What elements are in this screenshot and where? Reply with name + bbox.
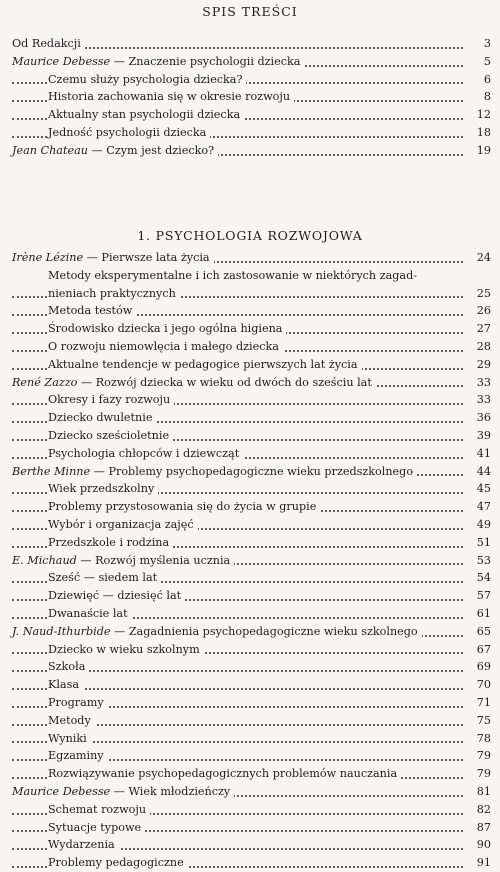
toc-entry-title: — Czym jest dziecko? — [87, 143, 215, 157]
toc-entry-title: — Wiek młodzieńczy — [110, 784, 231, 798]
toc-subentry — [12, 676, 491, 694]
toc-page-number: 81 — [463, 783, 491, 801]
toc-entry-label — [48, 732, 91, 745]
toc-entry-label — [48, 714, 95, 727]
toc-page-number: 54 — [463, 569, 491, 587]
toc-entry-title: — Zagadnienia psychopedagogiczne wieku szkolnego — [110, 624, 418, 638]
toc-entry-title: Dziecko sześcioletnie — [48, 428, 170, 442]
toc-entry-label — [12, 465, 417, 478]
toc-page-number: 18 — [463, 124, 491, 142]
toc-entry-label — [48, 287, 180, 300]
toc-entry-label — [48, 821, 145, 834]
toc-entry-title: Rozwiązywanie psychopedagogicznych problemów nauczania — [48, 767, 398, 781]
toc-page-number: 82 — [463, 801, 491, 819]
toc-subentry — [12, 480, 491, 498]
toc-entry-label — [48, 643, 204, 656]
toc-subentry — [12, 836, 491, 854]
toc-entry-label — [12, 625, 422, 638]
toc-subentry — [12, 409, 491, 427]
toc-entry-title: Wyniki — [48, 731, 87, 745]
toc-entry-title: Jedność psychologii dziecka — [48, 125, 207, 139]
toc-entry — [12, 142, 491, 160]
toc-entry-title: nieniach praktycznych — [48, 286, 176, 300]
toc-entry-author: René Zazzo — [12, 375, 78, 389]
toc-entry-title: Metody — [48, 713, 91, 727]
toc-entry-title: Metoda testów — [48, 304, 133, 318]
toc-page-number: 65 — [463, 623, 491, 641]
toc-entry — [12, 552, 491, 570]
toc-page-number: 36 — [463, 409, 491, 427]
toc-entry — [12, 249, 491, 267]
toc-subentry — [12, 516, 491, 534]
toc-entry-author: Maurice Debesse — [12, 784, 111, 798]
toc-entry-title: Sześć — siedem lat — [48, 571, 158, 585]
toc-page-number: 33 — [463, 391, 491, 409]
toc-entry-title: Dziewięć — dziesięć lat — [48, 589, 182, 603]
toc-page-number: 67 — [463, 641, 491, 659]
toc-subentry — [12, 427, 491, 445]
toc-entry-label — [48, 803, 150, 816]
toc-page-number: 79 — [463, 765, 491, 783]
toc-page-number: 29 — [463, 356, 491, 374]
toc-page-number: 57 — [463, 587, 491, 605]
toc-page-number: 70 — [463, 676, 491, 694]
toc-entry-label — [48, 607, 132, 620]
toc-entry-label — [12, 376, 376, 389]
toc-entry-title: Problemy pedagogiczne — [48, 856, 184, 870]
toc-subentry — [12, 569, 491, 587]
toc-subentry — [12, 124, 491, 142]
toc-subentry — [12, 391, 491, 409]
toc-subentry — [12, 320, 491, 338]
toc-entry-label — [48, 411, 156, 424]
toc-entry-title: Okresy i fazy rozwoju — [48, 393, 171, 407]
toc-entry — [12, 374, 491, 392]
toc-page-number: 47 — [463, 498, 491, 516]
toc-entry-title: — Rozwój myślenia ucznia — [76, 553, 231, 567]
toc-subentry — [12, 106, 491, 124]
toc-subentry — [12, 88, 491, 106]
toc-entry-title: — Rozwój dziecka w wieku od dwóch do sześciu lat — [77, 375, 372, 389]
toc-page-number: 33 — [463, 374, 491, 392]
toc-entry-label — [12, 55, 304, 68]
toc-entry — [12, 783, 491, 801]
toc-entry-label — [48, 482, 158, 495]
section-heading: 1. PSYCHOLOGIA ROZWOJOWA — [137, 228, 363, 243]
toc-entry-label — [48, 518, 198, 531]
toc-entry-author: J. Naud-Ithurbide — [12, 624, 111, 638]
toc-entry-title: O rozwoju niemowlęcia i małego dziecka — [48, 339, 279, 353]
toc-entry-title: Czemu służy psychologia dziecka? — [48, 72, 243, 86]
toc-page-number: 69 — [463, 658, 491, 676]
toc-page-number: 87 — [463, 819, 491, 837]
toc-subentry — [12, 712, 491, 730]
toc-subentry — [12, 801, 491, 819]
toc-page-number: 75 — [463, 712, 491, 730]
toc-entry-label — [12, 251, 214, 264]
toc-subentry — [12, 285, 491, 303]
toc-subentry — [12, 694, 491, 712]
toc-page-number: 6 — [463, 71, 491, 89]
toc-entry-label — [48, 108, 244, 121]
toc-entry-title: Programy — [48, 695, 104, 709]
toc-page-number: 49 — [463, 516, 491, 534]
toc-entry-label — [48, 856, 188, 869]
toc-entry-title: Metody eksperymentalne i ich zastosowanie w niektórych zagad- — [48, 268, 418, 282]
toc-entry-label — [48, 322, 286, 335]
toc-entry-label — [48, 429, 173, 442]
toc-page-number: 45 — [463, 480, 491, 498]
toc-entry-title: Sytuacje typowe — [48, 820, 142, 834]
toc-entry-title: Psychologia chłopców i dziewcząt — [48, 446, 240, 460]
page-title: SPIS TREŚCI — [202, 4, 298, 19]
toc-entry-label — [48, 749, 108, 762]
toc-entry-title: Dwanaście lat — [48, 606, 128, 620]
toc-entry-label — [12, 785, 234, 798]
toc-subentry — [12, 854, 491, 872]
toc-entry-label — [48, 304, 136, 317]
toc-page-number: 27 — [463, 320, 491, 338]
toc-subentry — [12, 534, 491, 552]
toc-entry-label — [48, 73, 246, 86]
toc-entry-label — [48, 126, 210, 139]
toc-entry-title: Szkoła — [48, 660, 86, 674]
toc-entry-label — [48, 660, 89, 673]
toc-entry-label — [48, 589, 185, 602]
toc-entry-label — [48, 90, 294, 103]
toc-entry-title: Środowisko dziecka i jego ogólna higiena — [48, 322, 283, 336]
toc-entry-label — [48, 393, 174, 406]
toc-entry-label — [12, 554, 234, 567]
toc-entry-title: Aktualny stan psychologii dziecka — [48, 108, 241, 122]
toc-entry-author: Berthe Minne — [12, 464, 91, 478]
toc-page-number: 3 — [463, 35, 491, 53]
toc-page-number: 44 — [463, 463, 491, 481]
toc-entry-title: Dziecko w wieku szkolnym — [48, 642, 200, 656]
toc-section-1 — [12, 249, 491, 872]
toc-subentry — [12, 338, 491, 356]
toc-entry-title: Od Redakcji — [12, 37, 81, 50]
toc-page-number: 8 — [463, 88, 491, 106]
toc-page-number: 90 — [463, 836, 491, 854]
toc-subentry — [12, 445, 491, 463]
toc-entry-title: Schemat rozwoju — [48, 802, 147, 816]
toc-subentry — [12, 730, 491, 748]
toc-entry-title: — Problemy psychopedagogiczne wieku przedszkolnego — [90, 464, 414, 478]
toc-page-number: 78 — [463, 730, 491, 748]
toc-entry-label — [48, 358, 362, 371]
toc-entry-author: Maurice Debesse — [12, 54, 111, 68]
toc-entry-title: Egzaminy — [48, 749, 104, 763]
toc-page-number: 41 — [463, 445, 491, 463]
toc-page-number: 53 — [463, 552, 491, 570]
toc-entry-title: Klasa — [48, 678, 80, 692]
toc-entry — [12, 463, 491, 481]
toc-subentry — [12, 71, 491, 89]
toc-entry-label — [48, 571, 161, 584]
toc-entry-title: Wiek przedszkolny — [48, 482, 155, 496]
toc-entry-label — [48, 500, 320, 513]
toc-subentry — [12, 605, 491, 623]
toc-entry-label — [48, 269, 421, 282]
toc-subentry — [12, 267, 491, 285]
toc-page-number: 12 — [463, 106, 491, 124]
toc-entry-title: Przedszkole i rodzina — [48, 535, 170, 549]
toc-entry-title: Aktualne tendencje w pedagogice pierwszych lat życia — [48, 357, 358, 371]
toc-entry-label — [48, 838, 119, 851]
toc-page-number: 91 — [463, 854, 491, 872]
toc-front-matter — [12, 35, 491, 160]
toc-entry-title: — Znaczenie psychologii dziecka — [110, 54, 301, 68]
toc-entry-author: Irène Lézine — [12, 251, 84, 264]
toc-entry-title: Wybór i organizacja zajęć — [48, 517, 194, 531]
toc-entry-title: Wydarzenia — [48, 838, 115, 852]
toc-entry-label — [48, 536, 173, 549]
toc-subentry — [12, 356, 491, 374]
toc-page-number: 28 — [463, 338, 491, 356]
toc-entry-author: E. Michaud — [12, 553, 77, 567]
toc-page-number: 26 — [463, 302, 491, 320]
toc-entry — [12, 35, 491, 53]
toc-page-number: 51 — [463, 534, 491, 552]
toc-page-number: 39 — [463, 427, 491, 445]
toc-subentry — [12, 302, 491, 320]
toc-page-number: 79 — [463, 747, 491, 765]
toc-page-number: 5 — [463, 53, 491, 71]
toc-entry-label — [48, 678, 83, 691]
toc-subentry — [12, 658, 491, 676]
toc-entry — [12, 623, 491, 641]
toc-entry-label — [12, 144, 218, 157]
toc-page-number: 24 — [463, 249, 491, 267]
toc-entry-title: — Pierwsze lata życia — [83, 251, 210, 264]
toc-subentry — [12, 765, 491, 783]
toc-page-number: 25 — [463, 285, 491, 303]
toc-entry-label — [48, 447, 243, 460]
toc-page-number: 71 — [463, 694, 491, 712]
toc-entry-title: Problemy przystosowania się do życia w grupie — [48, 500, 317, 514]
toc-entry-label — [48, 340, 283, 353]
toc-entry-author: Jean Chateau — [12, 143, 88, 157]
toc-subentry — [12, 747, 491, 765]
toc-entry-label — [48, 696, 108, 709]
toc-subentry — [12, 819, 491, 837]
toc-entry-title: Dziecko dwuletnie — [48, 411, 153, 425]
toc-entry — [12, 53, 491, 71]
toc-subentry — [12, 498, 491, 516]
toc-entry-title: Historia zachowania się w okresie rozwoju — [48, 90, 291, 104]
toc-entry-label — [12, 37, 85, 50]
toc-page-number: 19 — [463, 142, 491, 160]
toc-subentry — [12, 641, 491, 659]
toc-subentry — [12, 587, 491, 605]
toc-entry-label — [48, 767, 401, 780]
toc-page-number: 61 — [463, 605, 491, 623]
